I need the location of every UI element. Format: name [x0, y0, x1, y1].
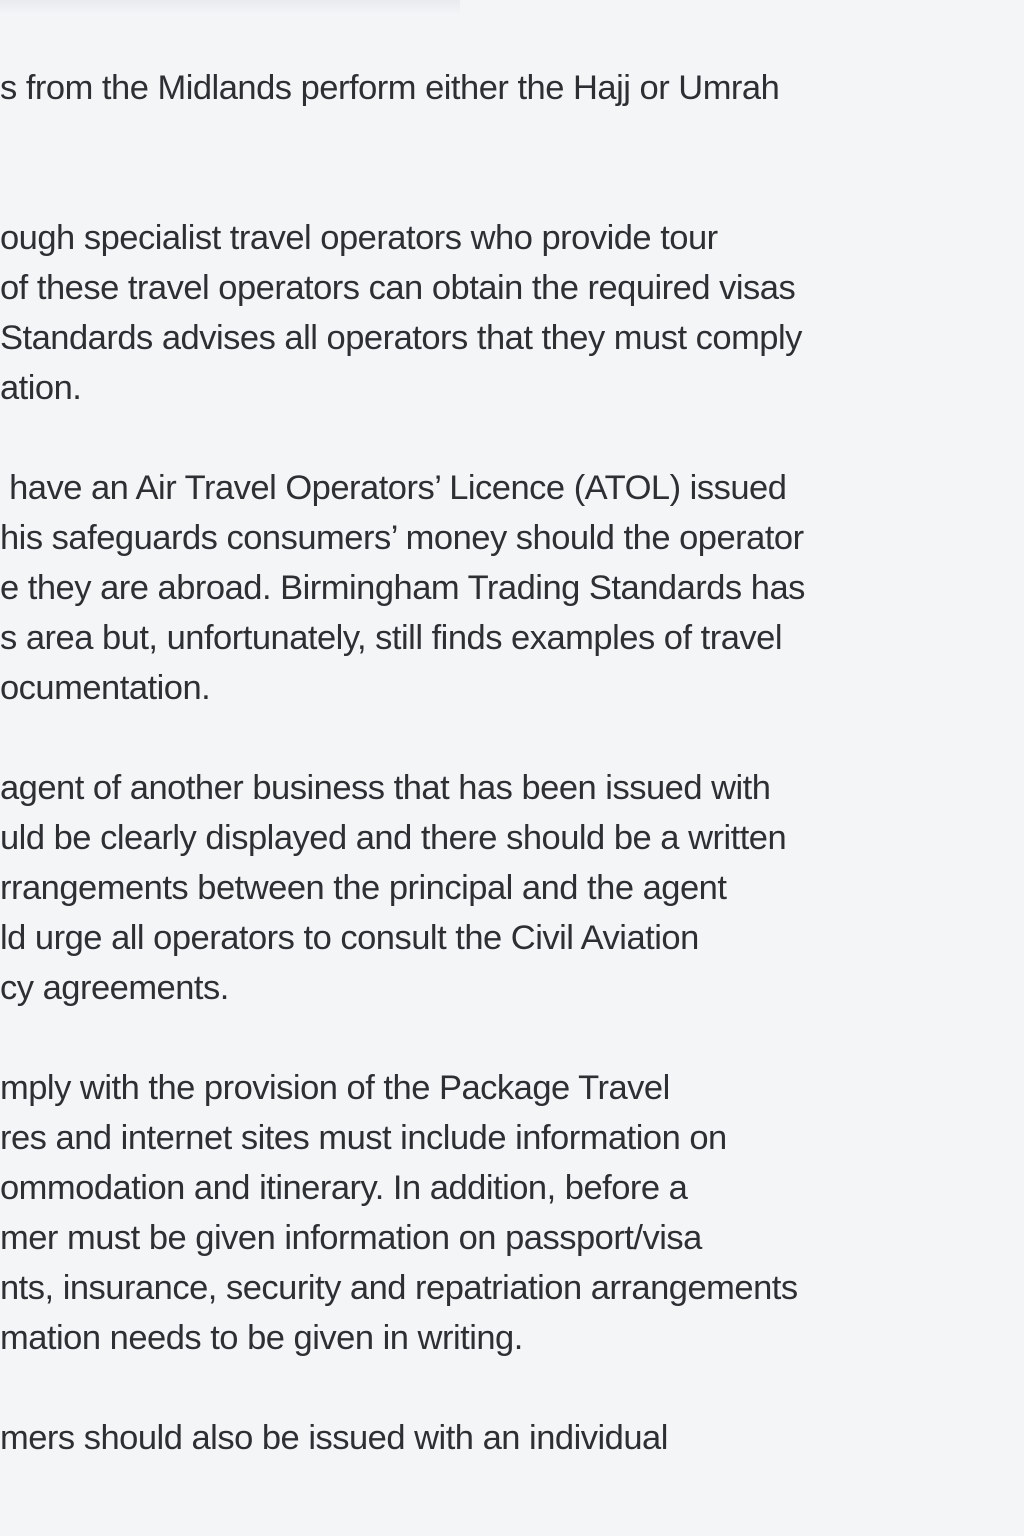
paragraph-5-line-5: nts, insurance, security and repatriation arrangements	[0, 1269, 798, 1307]
paragraph-3-line-2: his safeguards consumers’ money should the operator	[0, 519, 804, 557]
paragraph-5-line-4: mer must be given information on passport/visa	[0, 1219, 702, 1257]
paragraph-2-line-1: ough specialist travel operators who provide tour	[0, 219, 718, 257]
paragraph-5-line-6: mation needs to be given in writing.	[0, 1319, 523, 1357]
top-edge-shadow	[0, 0, 460, 14]
paragraph-5-line-1: mply with the provision of the Package Travel	[0, 1069, 670, 1107]
paragraph-2-line-4: ation.	[0, 369, 82, 407]
paragraph-5-line-3: ommodation and itinerary. In addition, before a	[0, 1169, 688, 1207]
paragraph-3-line-4: s area but, unfortunately, still finds examples of travel	[0, 619, 783, 657]
paragraph-4-line-3: rrangements between the principal and the agent	[0, 869, 727, 907]
paragraph-3-line-5: ocumentation.	[0, 669, 211, 707]
paragraph-4-line-1: agent of another business that has been issued with	[0, 769, 771, 807]
paragraph-4-line-4: ld urge all operators to consult the Civil Aviation	[0, 919, 699, 957]
paragraph-2-line-2: of these travel operators can obtain the required visas	[0, 269, 796, 307]
paragraph-1-line-1: s from the Midlands perform either the Hajj or Umrah	[0, 69, 780, 107]
paragraph-5-line-2: res and internet sites must include information on	[0, 1119, 727, 1157]
paragraph-4-line-5: cy agreements.	[0, 969, 229, 1007]
paragraph-3-line-3: e they are abroad. Birmingham Trading Standards has	[0, 569, 805, 607]
paragraph-6-line-1: mers should also be issued with an individual	[0, 1419, 668, 1457]
paragraph-2-line-3: Standards advises all operators that they must comply	[0, 319, 802, 357]
paragraph-4-line-2: uld be clearly displayed and there should be a written	[0, 819, 787, 857]
paragraph-3-line-1: have an Air Travel Operators’ Licence (ATOL) issued	[0, 469, 787, 507]
